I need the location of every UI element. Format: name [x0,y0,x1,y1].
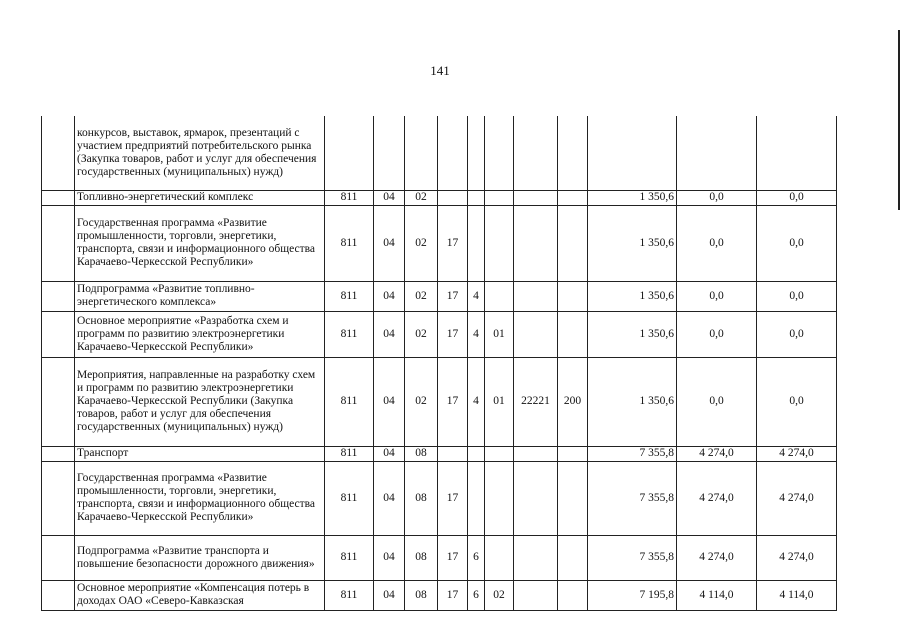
amount-year-1: 7 195,8 [588,580,677,610]
row-name: Подпрограмма «Развитие топливно-энергетического комплекса» [75,281,325,311]
table-row [42,281,837,311]
measure-code [485,190,514,205]
blank-cell [42,461,75,535]
table-row [42,580,837,610]
row-name: конкурсов, выставок, ярмарок, презентаций с участием предприятий потребительского рынка (Закупка товаров, работ и услуг для обеспечения государственных (муниципальных) нужд) [75,116,325,190]
measure-code: 02 [485,580,514,610]
blank-cell [42,116,75,190]
measure-code [485,446,514,461]
direction-code: 22221 [514,357,558,446]
margin-mark [898,30,900,210]
subsection-code: 08 [405,461,438,535]
subprogram-code: 4 [468,311,485,357]
table-row [42,190,837,205]
blank-cell [42,205,75,281]
program-code: 17 [438,580,468,610]
program-code: 17 [438,205,468,281]
amount-year-2: 4 274,0 [677,461,757,535]
amount-year-1: 7 355,8 [588,461,677,535]
section-code: 04 [374,446,405,461]
row-name: Государственная программа «Развитие промышленности, торговли, энергетики, транспорта, связи и информационного общества Карачаево-Черкесской Республики» [75,205,325,281]
ved-code: 811 [325,190,374,205]
amount-year-3: 0,0 [757,190,837,205]
program-code [438,446,468,461]
row-name: Основное мероприятие «Компенсация потерь в доходах ОАО «Северо-Кавказская [75,580,325,610]
program-code: 17 [438,281,468,311]
amount-year-3: 4 274,0 [757,446,837,461]
direction-code [514,461,558,535]
measure-code [485,116,514,190]
subsection-code: 02 [405,357,438,446]
section-code [374,116,405,190]
expense-type-code [558,535,588,580]
amount-year-1: 1 350,6 [588,357,677,446]
blank-cell [42,281,75,311]
amount-year-1: 7 355,8 [588,535,677,580]
subprogram-code: 6 [468,580,485,610]
expense-type-code [558,190,588,205]
subprogram-code [468,116,485,190]
direction-code [514,281,558,311]
measure-code [485,205,514,281]
subprogram-code [468,461,485,535]
table-row [42,311,837,357]
row-name: Государственная программа «Развитие промышленности, торговли, энергетики, транспорта, связи и информационного общества Карачаево-Черкесской Республики» [75,461,325,535]
expense-type-code [558,580,588,610]
table-row [42,205,837,281]
subprogram-code [468,205,485,281]
amount-year-1: 1 350,6 [588,205,677,281]
expense-type-code [558,116,588,190]
program-code [438,116,468,190]
program-code: 17 [438,535,468,580]
measure-code [485,535,514,580]
row-name: Основное мероприятие «Разработка схем и программ по развитию электроэнергетики Карачаево-Черкесской Республики» [75,311,325,357]
table-row [42,535,837,580]
subprogram-code: 4 [468,357,485,446]
row-name: Подпрограмма «Развитие транспорта и повышение безопасности дорожного движения» [75,535,325,580]
amount-year-2: 4 114,0 [677,580,757,610]
blank-cell [42,190,75,205]
program-code: 17 [438,357,468,446]
amount-year-2: 4 274,0 [677,446,757,461]
direction-code [514,311,558,357]
budget-table [41,116,837,611]
ved-code: 811 [325,311,374,357]
blank-cell [42,535,75,580]
amount-year-1: 1 350,6 [588,281,677,311]
direction-code [514,535,558,580]
program-code [438,190,468,205]
subsection-code: 02 [405,190,438,205]
section-code: 04 [374,311,405,357]
amount-year-3: 4 274,0 [757,535,837,580]
subsection-code: 08 [405,580,438,610]
table-row [42,357,837,446]
blank-cell [42,580,75,610]
amount-year-3: 4 114,0 [757,580,837,610]
amount-year-2 [677,116,757,190]
measure-code [485,281,514,311]
amount-year-3: 0,0 [757,205,837,281]
amount-year-2: 0,0 [677,190,757,205]
amount-year-1: 7 355,8 [588,446,677,461]
section-code: 04 [374,281,405,311]
amount-year-2: 4 274,0 [677,535,757,580]
subprogram-code: 4 [468,281,485,311]
program-code: 17 [438,311,468,357]
amount-year-1: 1 350,6 [588,190,677,205]
table-row [42,116,837,190]
subprogram-code [468,446,485,461]
direction-code [514,446,558,461]
ved-code: 811 [325,580,374,610]
page-number: 141 [430,63,450,78]
section-code: 04 [374,190,405,205]
blank-cell [42,357,75,446]
amount-year-3: 0,0 [757,281,837,311]
row-name: Топливно-энергетический комплекс [75,190,325,205]
amount-year-2: 0,0 [677,311,757,357]
program-code: 17 [438,461,468,535]
subsection-code [405,116,438,190]
subsection-code: 08 [405,535,438,580]
row-name: Транспорт [75,446,325,461]
blank-cell [42,311,75,357]
ved-code: 811 [325,461,374,535]
expense-type-code [558,281,588,311]
expense-type-code [558,311,588,357]
section-code: 04 [374,205,405,281]
row-name: Мероприятия, направленные на разработку схем и программ по развитию электроэнергетики Карачаево-Черкесской Республики (Закупка товаров, работ и услуг для обеспечения государственных (муниципальных) нужд) [75,357,325,446]
measure-code: 01 [485,357,514,446]
ved-code: 811 [325,357,374,446]
direction-code [514,116,558,190]
ved-code [325,116,374,190]
subsection-code: 02 [405,281,438,311]
amount-year-3: 4 274,0 [757,461,837,535]
amount-year-3 [757,116,837,190]
subsection-code: 02 [405,205,438,281]
measure-code [485,461,514,535]
amount-year-2: 0,0 [677,281,757,311]
direction-code [514,190,558,205]
ved-code: 811 [325,205,374,281]
expense-type-code [558,461,588,535]
amount-year-3: 0,0 [757,311,837,357]
section-code: 04 [374,535,405,580]
table-row [42,446,837,461]
expense-type-code [558,446,588,461]
section-code: 04 [374,580,405,610]
subprogram-code: 6 [468,535,485,580]
subsection-code: 08 [405,446,438,461]
direction-code [514,580,558,610]
expense-type-code [558,205,588,281]
measure-code: 01 [485,311,514,357]
subsection-code: 02 [405,311,438,357]
amount-year-2: 0,0 [677,205,757,281]
amount-year-1 [588,116,677,190]
amount-year-2: 0,0 [677,357,757,446]
amount-year-1: 1 350,6 [588,311,677,357]
blank-cell [42,446,75,461]
ved-code: 811 [325,281,374,311]
subprogram-code [468,190,485,205]
section-code: 04 [374,461,405,535]
section-code: 04 [374,357,405,446]
direction-code [514,205,558,281]
expense-type-code: 200 [558,357,588,446]
ved-code: 811 [325,446,374,461]
ved-code: 811 [325,535,374,580]
table-row [42,461,837,535]
amount-year-3: 0,0 [757,357,837,446]
